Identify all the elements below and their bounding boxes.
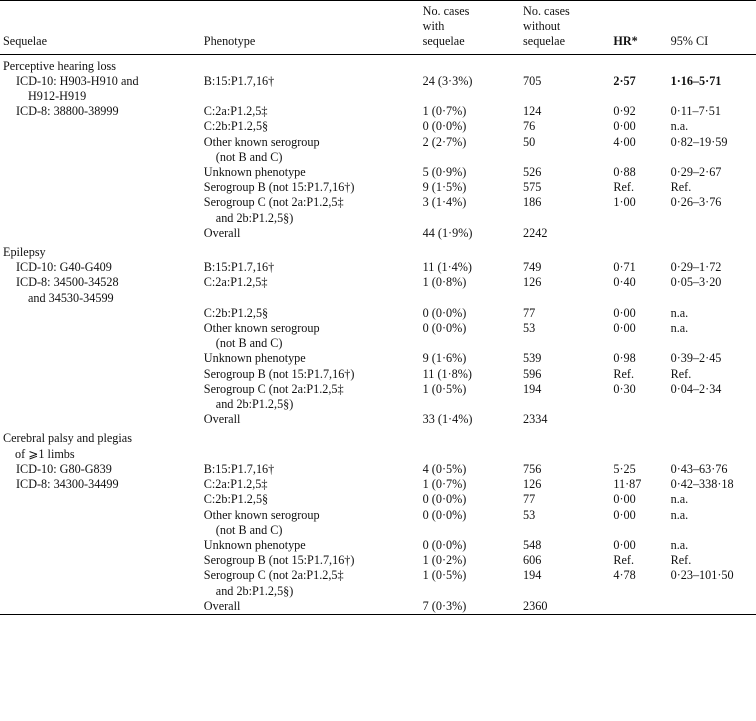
hr-cell: 4·00 xyxy=(613,134,636,149)
cases-with-cell: 0 (0·0%) xyxy=(422,119,467,134)
ci-cell: 0·29–1·72 xyxy=(670,260,722,275)
ci-cell: 0·26–3·76 xyxy=(670,195,722,210)
header-cases-with-line1: No. cases xyxy=(422,4,470,18)
phenotype-cell: Overall xyxy=(203,225,241,240)
icd10-code-hearing-line1: ICD-10: H903-H910 and xyxy=(16,73,139,88)
table-row xyxy=(0,74,756,104)
table-row xyxy=(0,462,756,477)
ci-cell: 0·11–7·51 xyxy=(670,104,721,119)
hr-cell: 0·71 xyxy=(613,260,636,275)
cases-without-cell: 126 xyxy=(523,477,542,492)
cases-without-cell: 756 xyxy=(523,461,542,476)
phenotype-line2: and 2b:P1.2,5§) xyxy=(215,397,294,412)
hr-cell: 0·00 xyxy=(613,119,636,134)
cases-with-cell: 11 (1·8%) xyxy=(422,366,472,381)
cases-with-cell: 1 (0·5%) xyxy=(422,568,467,583)
phenotype-cell: B:15:P1.7,16† xyxy=(203,260,275,275)
table-row xyxy=(0,104,756,119)
phenotype-line2: (not B and C) xyxy=(215,522,283,537)
icd8-code-epilepsy-line1: ICD-8: 34500-34528 xyxy=(16,275,119,290)
phenotype-cell: B:15:P1.7,16† xyxy=(203,461,275,476)
table-header xyxy=(0,1,756,55)
phenotype-cell xyxy=(204,195,423,225)
cases-without-cell: 539 xyxy=(523,351,542,366)
cases-with-cell: 11 (1·4%) xyxy=(422,260,472,275)
phenotype-cell xyxy=(204,321,423,351)
header-sequelae: Sequelae xyxy=(3,34,47,49)
table-row xyxy=(0,351,756,366)
table-row xyxy=(0,477,756,492)
section-epilepsy xyxy=(0,241,756,427)
cases-with-cell: 1 (0·7%) xyxy=(422,477,467,492)
ci-cell: 0·29–2·67 xyxy=(670,165,722,180)
table-row-overall xyxy=(0,226,756,241)
header-cases-with-line2: with xyxy=(422,19,445,34)
table-row xyxy=(0,135,756,165)
hr-cell: Ref. xyxy=(613,180,635,195)
cases-without-cell: 548 xyxy=(523,537,542,552)
cases-without-cell: 596 xyxy=(523,366,542,381)
cases-without-cell: 705 xyxy=(523,73,542,88)
phenotype-cell xyxy=(204,382,423,412)
table-row xyxy=(0,260,756,275)
table-row xyxy=(0,165,756,180)
icd8-code-epilepsy xyxy=(0,275,204,305)
hr-cell: 0·40 xyxy=(613,275,636,290)
hr-cell: Ref. xyxy=(613,366,635,381)
header-cases-with-line3: sequelae xyxy=(422,34,465,49)
phenotype-cell: C:2a:P1.2,5‡ xyxy=(203,275,268,290)
section-title-epilepsy: Epilepsy xyxy=(3,245,46,260)
phenotype-cell: C:2b:P1.2,5§ xyxy=(203,492,269,507)
hr-cell: 0·30 xyxy=(613,381,636,396)
hr-cell: 2·57 xyxy=(613,73,636,88)
section-title-palsy-line2: of ⩾1 limbs xyxy=(15,446,75,461)
table-row-overall xyxy=(0,412,756,427)
ci-cell: Ref. xyxy=(670,180,692,195)
header-hr: HR* xyxy=(613,34,638,49)
section-hearing-loss xyxy=(0,54,756,241)
table-row xyxy=(0,306,756,321)
cases-with-cell: 7 (0·3%) xyxy=(422,598,467,613)
cases-with-cell: 2 (2·7%) xyxy=(422,134,467,149)
phenotype-cell: Serogroup B (not 15:P1.7,16†) xyxy=(203,553,355,568)
ci-cell: Ref. xyxy=(670,366,692,381)
cases-with-cell: 0 (0·0%) xyxy=(422,507,467,522)
ci-cell: n.a. xyxy=(670,492,689,507)
section-title-hearing: Perceptive hearing loss xyxy=(3,58,117,73)
table-row xyxy=(0,508,756,538)
icd10-code-epilepsy: ICD-10: G40-G409 xyxy=(16,260,112,275)
phenotype-cell: Overall xyxy=(203,598,241,613)
phenotype-line1: Serogroup C (not 2a:P1.2,5‡ xyxy=(203,381,344,396)
ci-cell: n.a. xyxy=(670,321,689,336)
ci-cell: 0·42–338·18 xyxy=(670,477,734,492)
phenotype-cell: Serogroup B (not 15:P1.7,16†) xyxy=(203,366,355,381)
table-row xyxy=(0,568,756,598)
hr-cell: 0·00 xyxy=(613,492,636,507)
cases-without-cell: 526 xyxy=(523,165,542,180)
cases-with-cell: 1 (0·8%) xyxy=(422,275,467,290)
ci-cell: 1·16–5·71 xyxy=(670,73,722,88)
icd10-code-palsy: ICD-10: G80-G839 xyxy=(16,461,112,476)
table-row xyxy=(0,195,756,225)
phenotype-cell xyxy=(204,135,423,165)
cases-with-cell: 24 (3·3%) xyxy=(422,73,473,88)
ci-cell: 0·82–19·59 xyxy=(670,134,728,149)
cases-without-cell: 53 xyxy=(523,321,536,336)
phenotype-cell: C:2a:P1.2,5‡ xyxy=(203,477,268,492)
cases-without-cell: 2360 xyxy=(523,598,548,613)
header-cases-without-line1: No. cases xyxy=(523,4,570,18)
cases-with-cell: 44 (1·9%) xyxy=(422,225,473,240)
icd8-code-hearing: ICD-8: 38800-38999 xyxy=(16,104,119,119)
hr-cell: 4·78 xyxy=(613,568,636,583)
phenotype-cell: Unknown phenotype xyxy=(203,351,306,366)
ci-cell: n.a. xyxy=(670,507,689,522)
ci-cell: 0·23–101·50 xyxy=(670,568,734,583)
ci-cell: 0·04–2·34 xyxy=(670,381,722,396)
hr-cell: 11·87 xyxy=(613,477,642,492)
ci-cell: n.a. xyxy=(670,305,689,320)
cases-without-cell: 2334 xyxy=(523,412,548,427)
table-row xyxy=(0,321,756,351)
cases-with-cell: 0 (0·0%) xyxy=(422,305,467,320)
ci-cell: 0·05–3·20 xyxy=(670,275,722,290)
cases-without-cell: 606 xyxy=(523,553,542,568)
cases-with-cell: 1 (0·7%) xyxy=(422,104,467,119)
table-row xyxy=(0,275,756,305)
hr-cell: 0·98 xyxy=(613,351,636,366)
table-row xyxy=(0,180,756,195)
cases-with-cell: 0 (0·0%) xyxy=(422,537,467,552)
phenotype-line1: Other known serogroup xyxy=(203,321,320,336)
cases-with-cell: 3 (1·4%) xyxy=(422,195,467,210)
header-cases-without-line2: without xyxy=(523,19,561,34)
phenotype-line2: and 2b:P1.2,5§) xyxy=(215,210,294,225)
table-row-overall xyxy=(0,599,756,615)
header-cases-with xyxy=(423,1,523,55)
hr-cell: 0·00 xyxy=(613,537,636,552)
cases-without-cell: 575 xyxy=(523,180,542,195)
ci-cell: n.a. xyxy=(670,119,689,134)
cases-with-cell: 9 (1·5%) xyxy=(422,180,467,195)
phenotype-cell: Unknown phenotype xyxy=(203,537,306,552)
header-phenotype: Phenotype xyxy=(203,34,256,49)
hr-cell: 0·88 xyxy=(613,165,636,180)
hr-cell: 0·00 xyxy=(613,507,636,522)
phenotype-cell: C:2a:P1.2,5‡ xyxy=(203,104,268,119)
cases-with-cell: 1 (0·2%) xyxy=(422,553,467,568)
section-title-palsy-line1: Cerebral palsy and plegias xyxy=(3,431,132,446)
phenotype-line2: (not B and C) xyxy=(215,149,283,164)
hr-cell: 5·25 xyxy=(613,461,636,476)
cases-without-cell: 194 xyxy=(523,568,542,583)
icd10-code-hearing-line2: H912-H919 xyxy=(28,89,87,104)
phenotype-cell: Overall xyxy=(203,412,241,427)
hr-cell: 1·00 xyxy=(613,195,636,210)
cases-without-cell: 76 xyxy=(523,119,536,134)
phenotype-cell xyxy=(204,568,423,598)
ci-cell: 0·43–63·76 xyxy=(670,461,728,476)
header-ci: 95% CI xyxy=(670,34,709,49)
phenotype-cell: C:2b:P1.2,5§ xyxy=(203,119,269,134)
section-cerebral-palsy xyxy=(0,427,756,614)
cases-without-cell: 53 xyxy=(523,507,536,522)
cases-without-cell: 77 xyxy=(523,305,536,320)
cases-with-cell: 5 (0·9%) xyxy=(422,165,467,180)
cases-without-cell: 50 xyxy=(523,134,536,149)
table-row xyxy=(0,119,756,134)
cases-with-cell: 0 (0·0%) xyxy=(422,321,467,336)
ci-cell: n.a. xyxy=(670,537,689,552)
hr-cell: Ref. xyxy=(613,553,635,568)
cases-with-cell: 33 (1·4%) xyxy=(422,412,473,427)
header-cases-without xyxy=(523,1,613,55)
phenotype-line1: Other known serogroup xyxy=(203,507,320,522)
icd8-code-epilepsy-line2: and 34530-34599 xyxy=(28,290,114,305)
icd8-code-palsy: ICD-8: 34300-34499 xyxy=(16,477,119,492)
phenotype-cell: Serogroup B (not 15:P1.7,16†) xyxy=(203,180,355,195)
cases-with-cell: 1 (0·5%) xyxy=(422,381,467,396)
header-cases-without-line3: sequelae xyxy=(523,34,566,49)
cases-with-cell: 0 (0·0%) xyxy=(422,492,467,507)
cases-without-cell: 749 xyxy=(523,260,542,275)
phenotype-line1: Other known serogroup xyxy=(203,134,320,149)
icd10-code-hearing xyxy=(0,74,204,104)
phenotype-cell: Unknown phenotype xyxy=(203,165,306,180)
cases-without-cell: 2242 xyxy=(523,225,548,240)
cases-without-cell: 194 xyxy=(523,381,542,396)
phenotype-line2: (not B and C) xyxy=(215,336,283,351)
phenotype-line1: Serogroup C (not 2a:P1.2,5‡ xyxy=(203,568,344,583)
table-row xyxy=(0,538,756,553)
cases-without-cell: 77 xyxy=(523,492,536,507)
cases-without-cell: 186 xyxy=(523,195,542,210)
ci-cell: Ref. xyxy=(670,553,692,568)
table-row xyxy=(0,492,756,507)
cases-with-cell: 4 (0·5%) xyxy=(422,461,467,476)
cases-without-cell: 126 xyxy=(523,275,542,290)
cases-without-cell: 124 xyxy=(523,104,542,119)
phenotype-line2: and 2b:P1.2,5§) xyxy=(215,583,294,598)
table-row xyxy=(0,553,756,568)
phenotype-cell xyxy=(204,508,423,538)
ci-cell: 0·39–2·45 xyxy=(670,351,722,366)
table-row xyxy=(0,367,756,382)
hr-cell: 0·00 xyxy=(613,305,636,320)
hr-cell: 0·00 xyxy=(613,321,636,336)
table-row xyxy=(0,382,756,412)
phenotype-cell: C:2b:P1.2,5§ xyxy=(203,305,269,320)
phenotype-cell: B:15:P1.7,16† xyxy=(203,73,275,88)
cases-with-cell: 9 (1·6%) xyxy=(422,351,467,366)
hr-cell: 0·92 xyxy=(613,104,636,119)
phenotype-line1: Serogroup C (not 2a:P1.2,5‡ xyxy=(203,195,344,210)
section-title-palsy xyxy=(0,427,756,461)
